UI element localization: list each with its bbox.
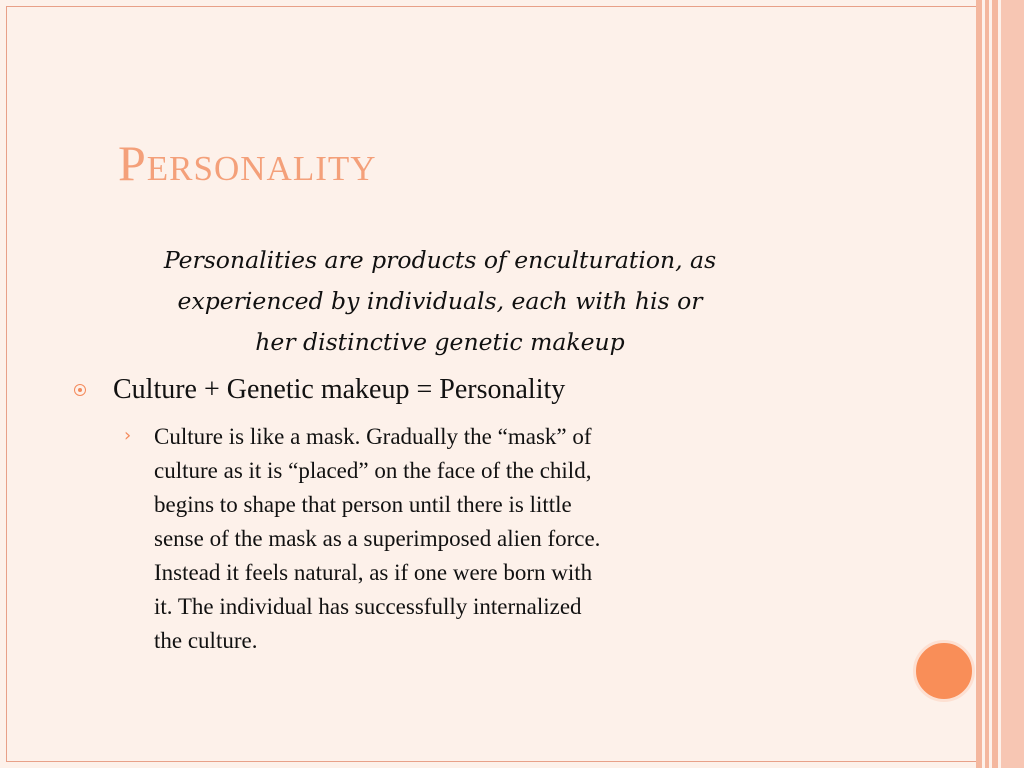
- decorative-stripes: [976, 0, 1024, 768]
- sub-bullet-line: begins to shape that person until there is little: [154, 492, 572, 517]
- slide-title: Personality: [118, 135, 377, 191]
- intro-paragraph: [70, 240, 810, 363]
- sub-bullet-line: the culture.: [154, 628, 258, 653]
- decorative-circle: [913, 640, 975, 702]
- sub-bullet-line: culture as it is “placed” on the face of the child,: [154, 458, 592, 483]
- chevron-right-icon: ›: [124, 425, 132, 446]
- circle-dot-bullet-icon: [74, 384, 86, 396]
- intro-line: Personalities are products of enculturation, as: [163, 246, 717, 274]
- sub-bullet-line: Culture is like a mask. Gradually the “mask” of: [154, 424, 592, 449]
- intro-line: her distinctive genetic makeup: [255, 328, 625, 356]
- bullet-text: Culture + Genetic makeup = Personality: [113, 374, 566, 405]
- intro-line: experienced by individuals, each with his or: [177, 287, 703, 315]
- stripe: [1001, 0, 1024, 768]
- sub-bullet-line: Instead it feels natural, as if one were born with: [154, 560, 593, 585]
- sub-bullet-line: it. The individual has successfully internalized: [154, 594, 582, 619]
- sub-bullet-line: sense of the mask as a superimposed alien force.: [154, 526, 601, 551]
- bullet-item: [74, 372, 565, 408]
- sub-bullet-paragraph: [154, 420, 814, 658]
